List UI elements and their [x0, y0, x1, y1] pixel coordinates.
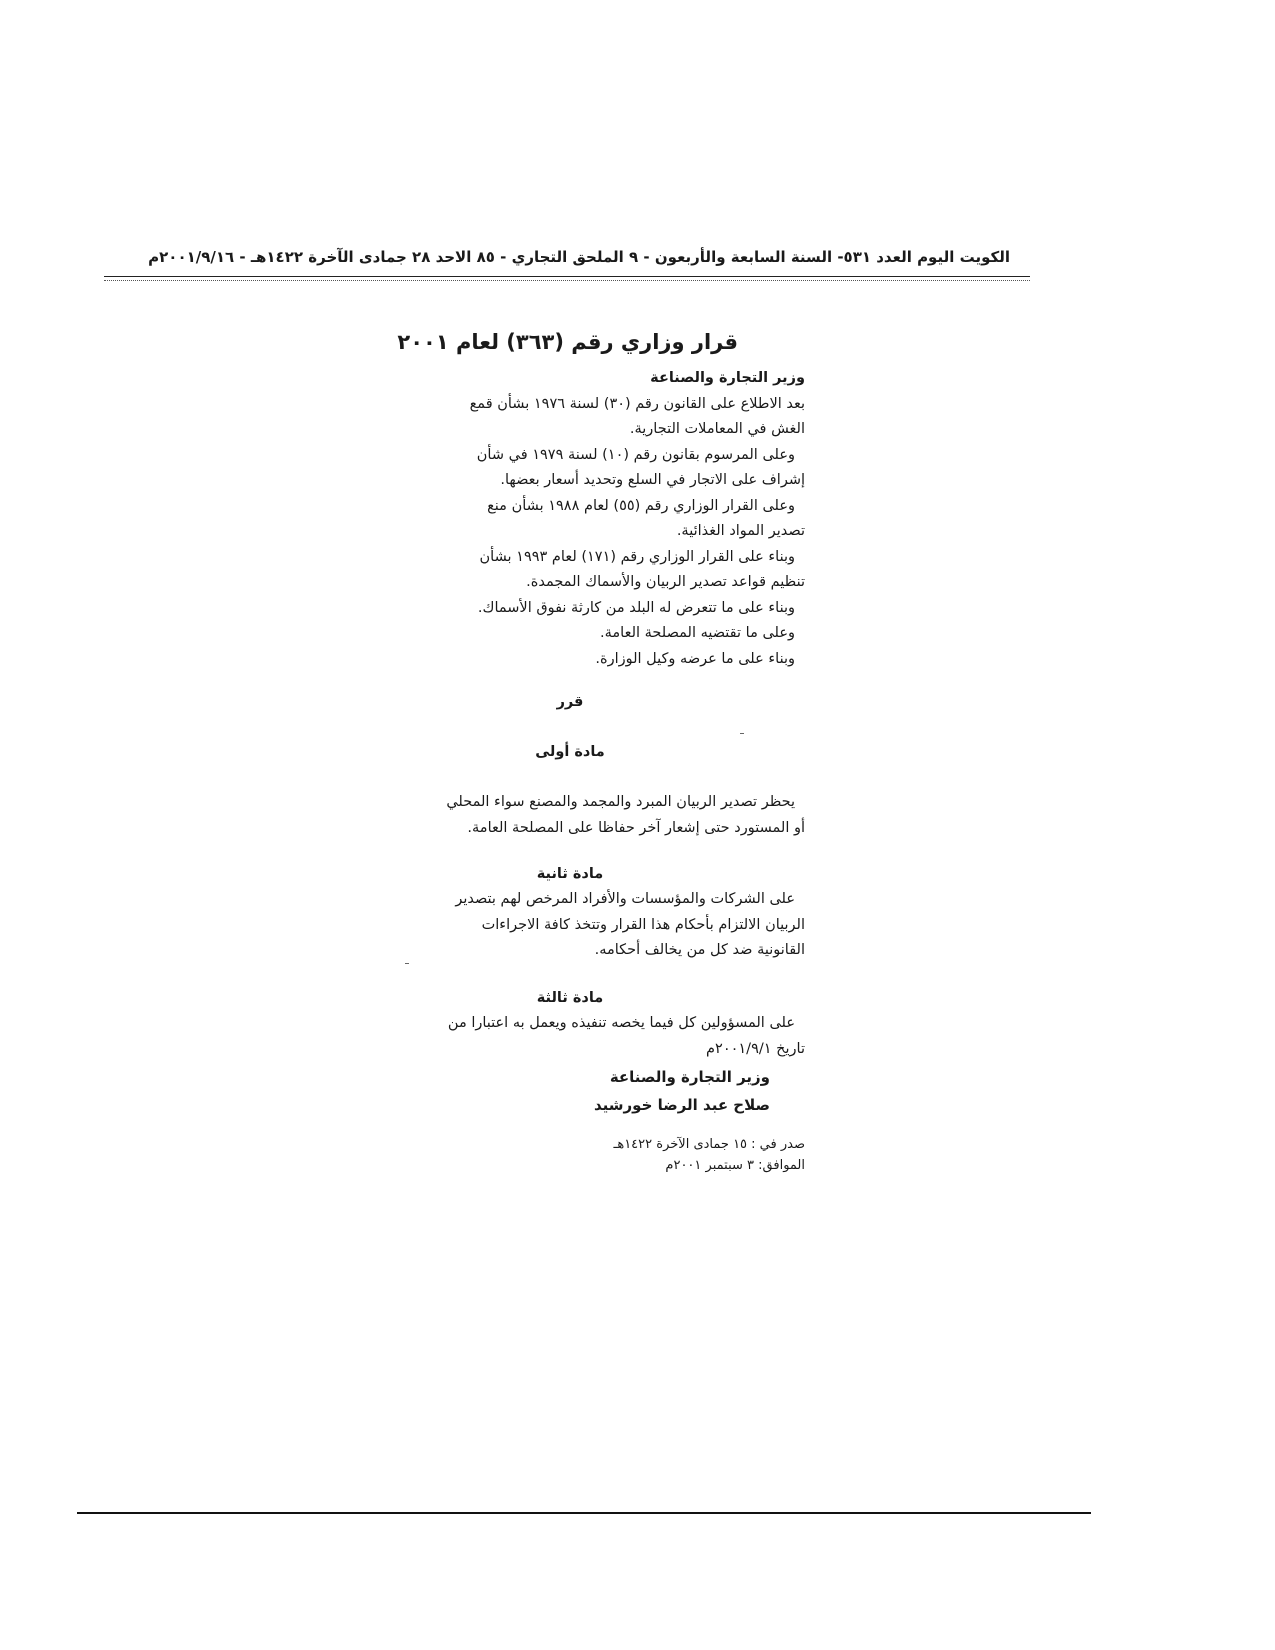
preamble-line: بعد الاطلاع على القانون رقم (٣٠) لسنة ١٩٧٦ بشأن قمع	[469, 395, 805, 412]
signature-title: وزير التجارة والصناعة	[609, 1068, 770, 1086]
article-2-line: على الشركات والمؤسسات والأفراد المرخص لهم بتصدير	[455, 891, 795, 907]
bottom-rule	[77, 1512, 1091, 1514]
article-1-body	[335, 790, 805, 841]
article-3-line: تاريخ ٢٠٠١/٩/١م	[706, 1040, 805, 1057]
decided-heading: قرر	[556, 694, 584, 710]
signature-name: صلاح عبد الرضا خورشيد	[593, 1096, 770, 1114]
article-3-heading: مادة ثالثة	[536, 990, 604, 1006]
preamble	[335, 366, 805, 672]
signature-block	[594, 1063, 770, 1119]
issue-date-gregorian: الموافق: ٣ سبتمبر ٢٠٠١م	[665, 1158, 805, 1173]
article-1-heading: مادة أولى	[535, 744, 605, 760]
preamble-line: وبناء على ما عرضه وكيل الوزارة.	[595, 650, 795, 667]
issue-date-hijri: صدر في : ١٥ جمادى الآخرة ١٤٢٢هـ	[613, 1137, 805, 1152]
preamble-line: وعلى المرسوم بقانون رقم (١٠) لسنة ١٩٧٩ في شأن	[476, 446, 795, 463]
preamble-minister: وزير التجارة والصناعة	[650, 370, 805, 386]
article-1-line: أو المستورد حتى إشعار آخر حفاظا على المصلحة العامة.	[467, 819, 805, 836]
issue-date	[614, 1134, 805, 1176]
preamble-line: الغش في المعاملات التجارية.	[629, 421, 805, 437]
article-2-line: القانونية ضد كل من يخالف أحكامه.	[594, 942, 805, 958]
gazette-header: الكويت اليوم العدد ٥٣١- السنة السابعة والأربعون - ٩ الملحق التجاري - ٨٥ الاحد ٢٨ جمادى الآخرة ١٤٢٢هـ - ٢٠٠١/٩/١٦م	[148, 248, 1010, 266]
decree-title: قرار وزاري رقم (٣٦٣) لعام ٢٠٠١	[397, 330, 738, 354]
article-2-line: الربيان الالتزام بأحكام هذا القرار وتتخذ كافة الاجراءات	[481, 916, 805, 933]
scan-speck	[740, 733, 744, 734]
preamble-line: وعلى القرار الوزاري رقم (٥٥) لعام ١٩٨٨ بشأن منع	[487, 497, 795, 514]
article-2-body	[335, 887, 805, 964]
preamble-line: تنظيم قواعد تصدير الربيان والأسماك المجمدة.	[526, 574, 805, 590]
article-2-heading: مادة ثانية	[536, 866, 604, 882]
preamble-line: وبناء على ما تتعرض له البلد من كارثة نفوق الأسماك.	[477, 599, 795, 616]
preamble-line: وبناء على القرار الوزاري رقم (١٧١) لعام ١٩٩٣ بشأن	[479, 548, 795, 565]
article-1-line: يحظر تصدير الربيان المبرد والمجمد والمصنع سواء المحلي	[446, 794, 795, 810]
preamble-line: تصدير المواد الغذائية.	[676, 523, 805, 539]
preamble-line: إشراف على الاتجار في السلع وتحديد أسعار بعضها.	[500, 472, 805, 488]
preamble-line: وعلى ما تقتضيه المصلحة العامة.	[600, 625, 795, 641]
header-dotted-rule	[104, 280, 1030, 281]
header-rule	[104, 276, 1030, 277]
scan-speck	[405, 963, 409, 964]
article-3-line: على المسؤولين كل فيما يخصه تنفيذه ويعمل به اعتبارا من	[447, 1015, 795, 1031]
article-3-body	[335, 1011, 805, 1062]
